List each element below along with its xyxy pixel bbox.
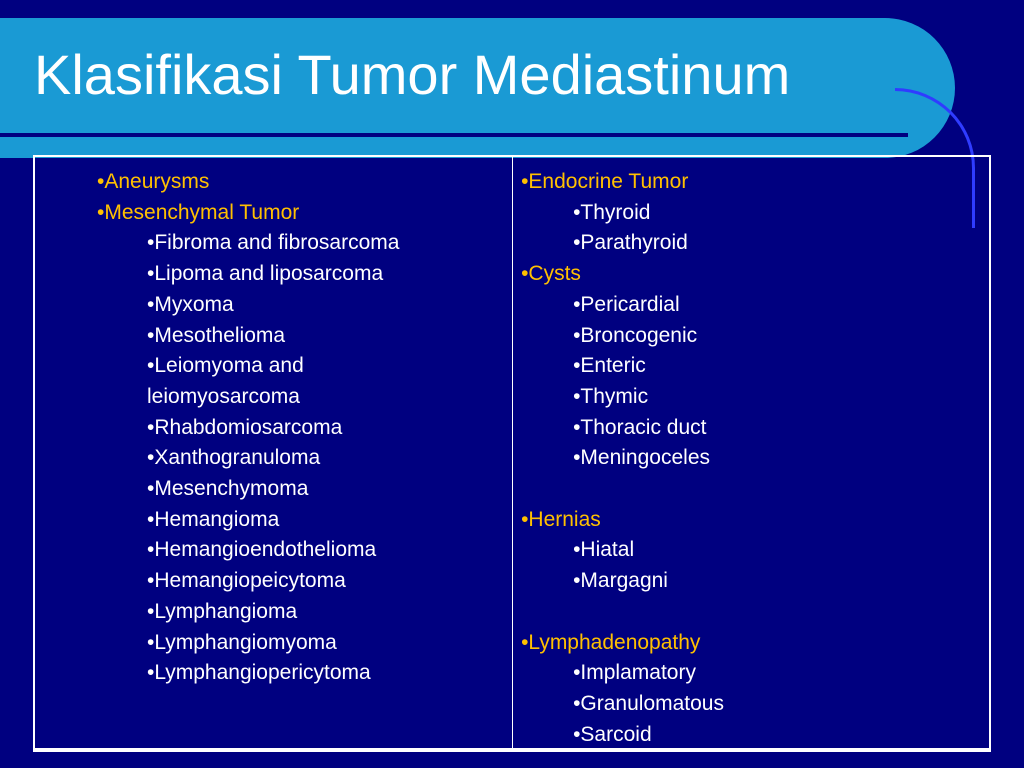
list-item: •Enteric [573, 354, 646, 378]
category-item: •Lymphadenopathy [521, 630, 701, 654]
list-item: •Thyroid [573, 200, 651, 224]
table-bottom-border [33, 748, 991, 752]
list-item: •Thoracic duct [573, 415, 707, 439]
category-item: •Mesenchymal Tumor [97, 200, 300, 224]
list-item: •Meningoceles [573, 446, 710, 470]
list-item: •Hiatal [573, 538, 635, 562]
list-item: •Sarcoid [573, 722, 652, 746]
list-item: •Broncogenic [573, 323, 698, 347]
category-item: •Endocrine Tumor [521, 170, 689, 193]
list-item: •Mesenchymoma [147, 477, 309, 501]
list-item: •Hemangioendothelioma [147, 538, 377, 562]
category-item: •Aneurysms [97, 170, 210, 193]
list-item: •Implamatory [573, 661, 696, 685]
list-spacer [521, 474, 989, 505]
category-item: •Hernias [521, 507, 601, 531]
list-item: •Thymic [573, 384, 649, 408]
slide-title: Klasifikasi Tumor Mediastinum [34, 43, 791, 106]
list-item: •Rhabdomiosarcoma [147, 415, 343, 439]
list-item: •Hemangiopeicytoma [147, 569, 346, 593]
list-item: •Lymphangiomyoma [147, 630, 337, 654]
list-item: •Granulomatous [573, 691, 724, 715]
category-item: •Cysts [521, 262, 581, 286]
table-column-left [35, 157, 513, 749]
list-item: •Hemangioma [147, 507, 280, 531]
list-spacer [521, 597, 989, 628]
list-item: •Margagni [573, 569, 668, 593]
list-item: •Myxoma [147, 292, 234, 316]
list-item: •Parathyroid [573, 231, 688, 255]
list-item: •Lipoma and liposarcoma [147, 262, 384, 286]
title-underline [0, 133, 908, 137]
list-item: •Fibroma and fibrosarcoma [147, 231, 400, 255]
list-item: •Lymphangioma [147, 599, 298, 623]
left-bullet-list [97, 167, 512, 689]
list-item: •Pericardial [573, 292, 680, 316]
list-item: •Xanthogranuloma [147, 446, 321, 470]
list-item: •Mesothelioma [147, 323, 286, 347]
classification-table [33, 155, 991, 751]
table-column-right [513, 157, 989, 749]
right-bullet-list [521, 167, 989, 750]
list-item: •Lymphangiopericytoma [147, 661, 371, 685]
list-item: •Leiomyoma and leiomyosarcoma [147, 354, 304, 408]
